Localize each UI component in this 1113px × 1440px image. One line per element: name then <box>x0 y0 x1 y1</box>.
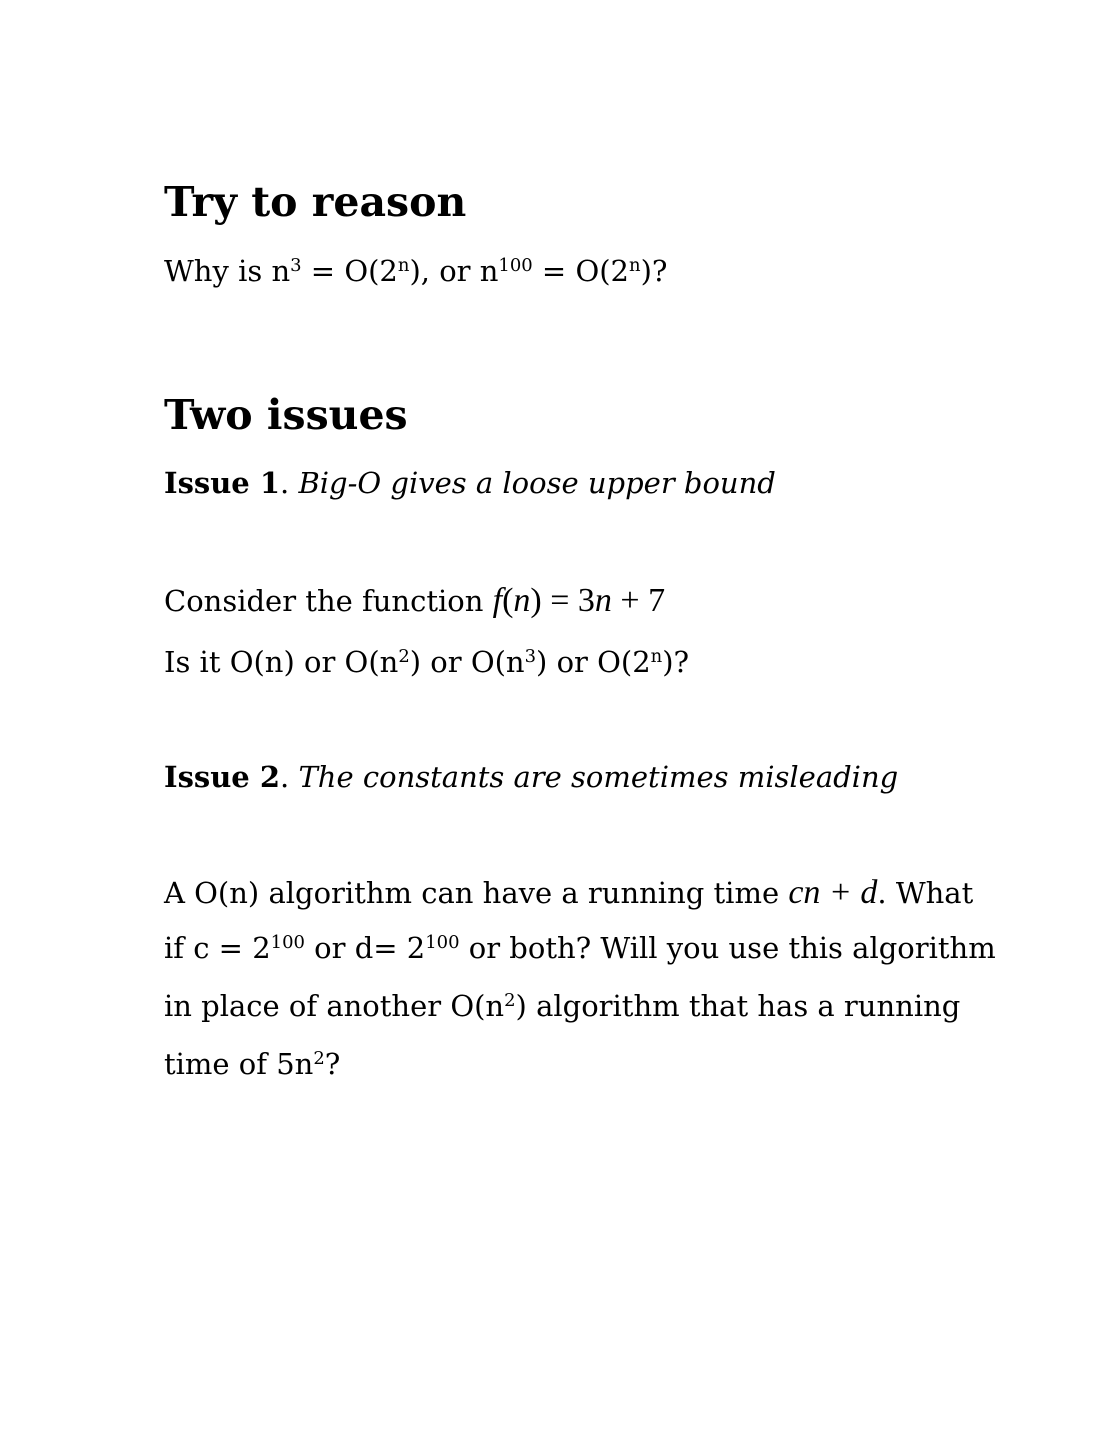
paragraph-line-3: in place of another $O(n^2)$ algorithm that has a running <box>164 989 961 1023</box>
formula-f-of-n: f(n) = 3n + 7 <box>492 582 666 619</box>
heading-try-to-reason: Try to reason <box>164 178 467 226</box>
formula-cn-plus-d: cn + d <box>788 874 878 911</box>
issue-1-text: Big-O gives a loose upper bound <box>298 466 776 500</box>
paragraph-line-2: if $c = 2^{100}$ or $d= 2^{100}$ or both? Will you use this algorithm <box>164 931 996 965</box>
issue-2: Issue 2. The constants are sometimes misleading <box>164 760 899 794</box>
heading-two-issues: Two issues <box>164 391 408 439</box>
issue-2-label: Issue 2 <box>164 760 281 794</box>
issue-1-label: Issue 1 <box>164 466 281 500</box>
paragraph-line-1: A O(n) algorithm can have a running time cn + d. What <box>164 874 974 911</box>
consider-function: Consider the function f(n) = 3n + 7 <box>164 582 666 619</box>
paragraph-line-4: time of $5n^2$? <box>164 1047 341 1081</box>
is-it-question: Is it O(n) or $O(n^2)$ or $O(n^3)$ or O(2$^n$)? <box>164 645 690 679</box>
reason-question: Why is $n^3 = O(2^n)$, or $n^{100} = O(2^n)$? <box>164 254 668 288</box>
issue-2-text: The constants are sometimes misleading <box>298 760 899 794</box>
issue-1: Issue 1. Big-O gives a loose upper bound <box>164 466 776 500</box>
